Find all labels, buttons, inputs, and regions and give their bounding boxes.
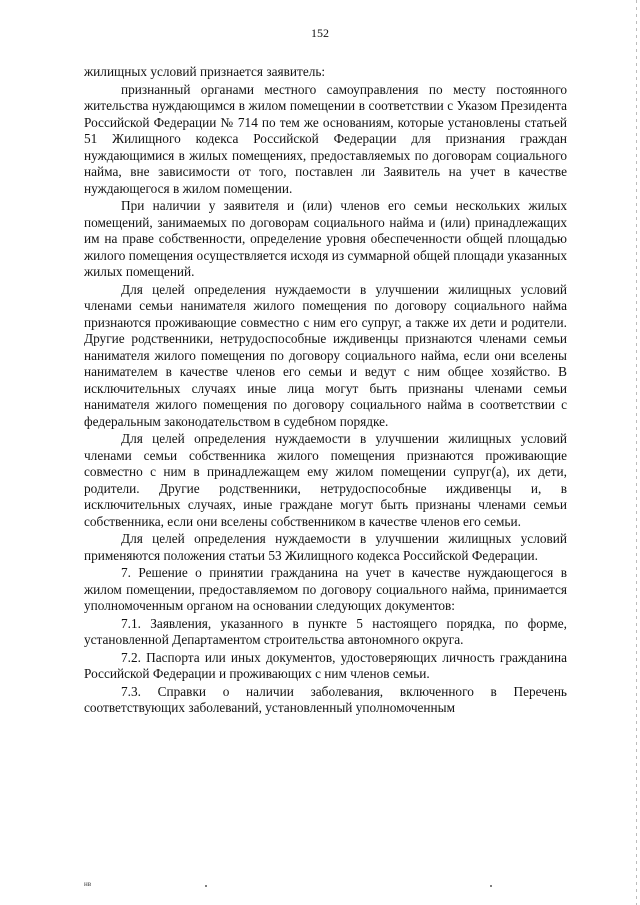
scan-edge <box>636 0 637 905</box>
scan-speck <box>205 885 207 887</box>
paragraph: 7.2. Паспорта или иных документов, удостоверяющих личность гражданина Российской Федерации и проживающих с ним членов семьи. <box>84 649 567 681</box>
scan-speck <box>490 885 492 887</box>
paragraph: Для целей определения нуждаемости в улучшении жилищных условий применяются положения статьи 53 Жилищного кодекса Российской Федерации. <box>84 531 567 563</box>
paragraph: 7.1. Заявления, указанного в пункте 5 настоящего порядка, по форме, установленной Департаментом строительства автономного округа. <box>84 615 567 647</box>
footer-mark: нв <box>84 880 92 888</box>
paragraph: 7. Решение о принятии гражданина на учет в качестве нуждающегося в жилом помещении, предоставляемом по договору социального найма, принимается уполномоченным органом на основании следующих документов: <box>84 565 567 613</box>
document-body <box>84 64 567 717</box>
paragraph: Для целей определения нуждаемости в улучшении жилищных условий членами семьи нанимателя жилого помещения по договору социального найма признаются проживающие совместно с ним его супруг, а также их дети и родители. Другие родственники, нетрудоспособные иждивенцы признаются членами семьи нанимателя жилого помещения по договору социального найма, если они вселены нанимателем в качестве членов его семьи и ведут с ним общее хозяйство. В исключительных случаях иные лица могут быть признаны членами семьи нанимателя жилого помещения по договору социального найма в соответствии с федеральным законодательством в судебном порядке. <box>84 281 567 429</box>
paragraph: 7.3. Справки о наличии заболевания, включенного в Перечень соответствующих заболеваний, установленный уполномоченным <box>84 683 567 715</box>
paragraph: Для целей определения нуждаемости в улучшении жилищных условий членами семьи собственника жилого помещения признаются проживающие совместно с ним в принадлежащем ему жилом помещении супруг(а), их дети, родители. Другие родственники, нетрудоспособные иждивенцы и, в исключительных случаях, иные граждане могут быть признаны членами семьи собственника, если они вселены собственником в качестве членов его семьи. <box>84 431 567 529</box>
page-number: 152 <box>311 26 329 40</box>
paragraph: признанный органами местного самоуправления по месту постоянного жительства нуждающимся в жилом помещении в соответствии с Указом Президента Российской Федерации № 714 по тем же основаниям, которые установлены статьей 51 Жилищного кодекса Российской Федерации для признания граждан нуждающимися в жилых помещениях, предоставляемых по договорам социального найма, вне зависимости от того, поставлен ли Заявитель на учет в качестве нуждающегося в жилом помещении. <box>84 81 567 196</box>
paragraph: При наличии у заявителя и (или) членов его семьи нескольких жилых помещений, занимаемых по договорам социального найма и (или) принадлежащих им на праве собственности, определение уровня обеспеченности общей площадью жилого помещения осуществляется исходя из суммарной общей площади указанных жилых помещений. <box>84 198 567 279</box>
paragraph: жилищных условий признается заявитель: <box>84 64 326 79</box>
